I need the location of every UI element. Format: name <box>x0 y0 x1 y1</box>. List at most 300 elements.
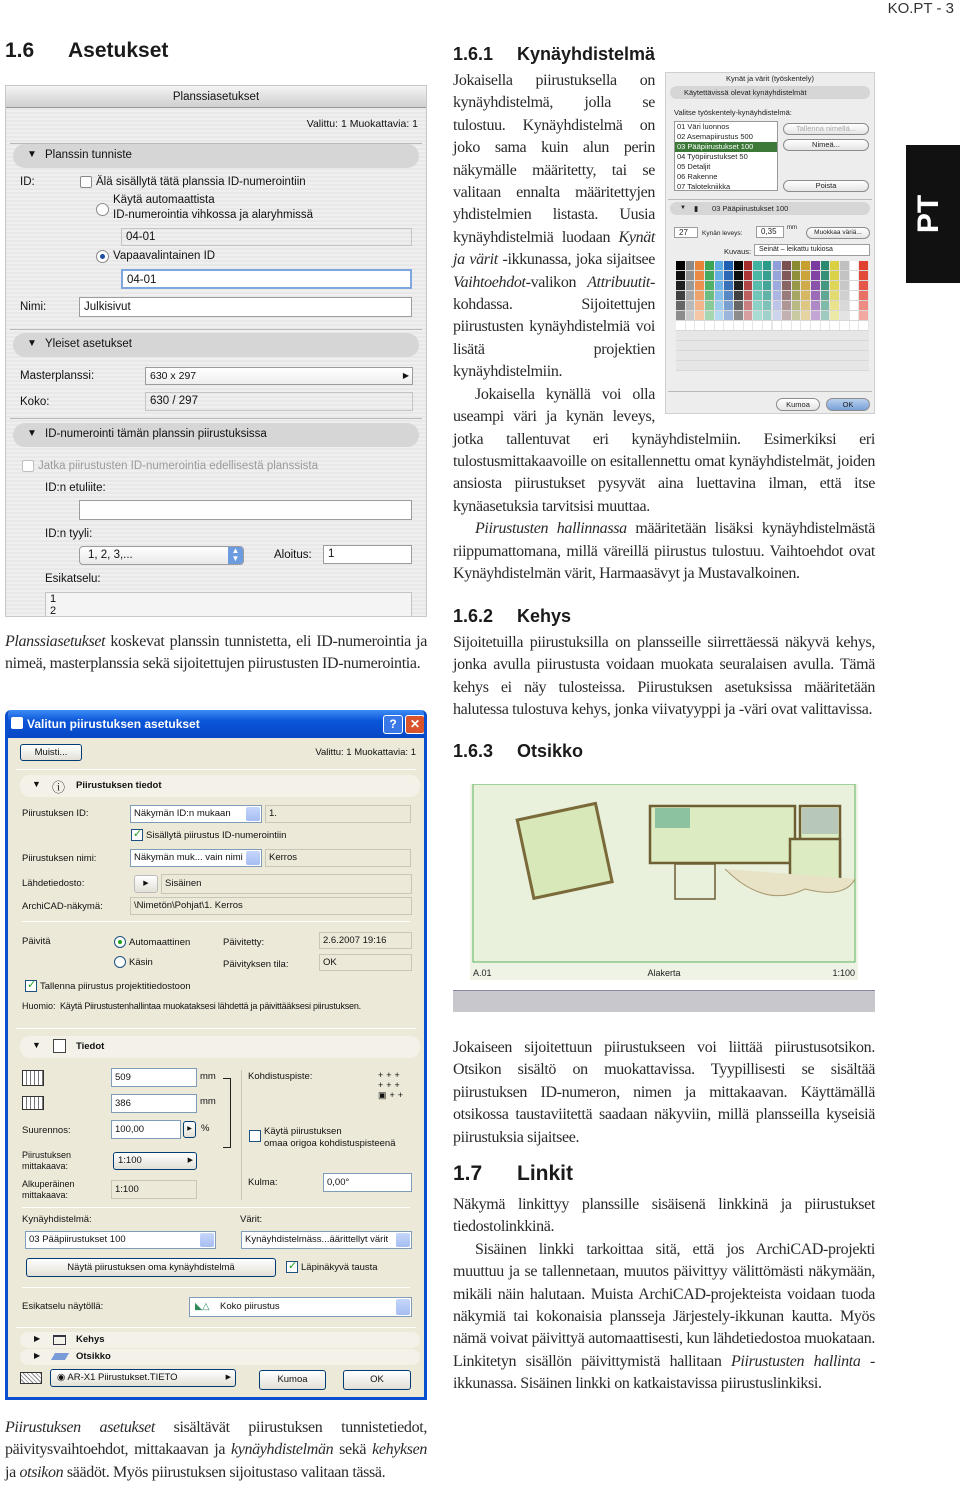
section-label: Tiedot <box>76 1041 105 1052</box>
pen-color-cell[interactable] <box>715 301 724 310</box>
updated-field: 2.6.2007 19:16 <box>319 932 412 949</box>
section-frame[interactable] <box>20 1332 420 1348</box>
pen-color-cell[interactable] <box>676 311 685 320</box>
pen-color-cell[interactable] <box>753 311 762 320</box>
text-run: Sisäinen linkki tarkoittaa sitä, että jos ArchiCAD-projekti muuttuu ja se tallennetaan, muutos päivittyy välittömästi näkymään, mikäli näin halutaan. Muista ArchiCAD-projekteista voidaan tuoda näkymiä tai kokonaisia plansseja Järjestely-ikkunan kautta. Myös nämä voivat päivittyä automaattisesti, kun lähdetiedostoa muokataan. Linkitetyn sisällön päivittymistä hallitaan <box>453 1240 875 1370</box>
text-run: Jokaiseen sijoitettuun piirustukseen voi liittää piirustusotsikon. Otsikon sisältö on muokattavissa. Tyypillisesti se sisältää piirustuksen ID-numeron, nimen ja mittakaavan. Käyttämällä otsikossa taustaviitettä saadaan näkyviin, millä plansseilla kyseisiä piirustuksia sijaitsee. <box>453 1039 875 1146</box>
pen-color-cell[interactable] <box>773 271 782 280</box>
pen-color-cell[interactable] <box>734 301 743 310</box>
colors-label: Värit: <box>240 1214 263 1225</box>
store-in-project-checkbox[interactable] <box>25 980 37 992</box>
pen-color-cell[interactable] <box>744 321 753 330</box>
pen-color-cell[interactable] <box>705 291 714 300</box>
pen-color-cell[interactable] <box>724 271 733 280</box>
include-id-label: Sisällytä piirustus ID-numerointiin <box>146 830 287 841</box>
section-selected-penset[interactable] <box>670 202 870 215</box>
auto-update-radio[interactable] <box>114 936 126 948</box>
height-input[interactable]: 386 <box>111 1094 197 1113</box>
page-number: KO.PT - 3 <box>887 0 954 17</box>
pen-color-cell[interactable] <box>840 261 849 270</box>
height-icon <box>22 1096 44 1110</box>
penset-list-item[interactable]: 05 Detaljit <box>677 162 711 171</box>
pen-color-cell[interactable] <box>792 261 801 270</box>
angle-label: Kulma: <box>248 1177 278 1188</box>
subsection-title: Otsikko <box>517 741 584 761</box>
pen-color-cell[interactable] <box>821 311 830 320</box>
pen-color-cell[interactable] <box>821 301 830 310</box>
pen-color-cell[interactable] <box>705 321 714 330</box>
pen-color-cell[interactable] <box>705 271 714 280</box>
pen-color-cell[interactable] <box>811 291 820 300</box>
subsection-number: 1.6.3 <box>453 741 494 761</box>
cancel-button[interactable]: Kumoa <box>259 1370 326 1390</box>
style-label: ID:n tyyli: <box>45 528 93 540</box>
pen-color-cell[interactable] <box>676 321 685 330</box>
pen-color-cell[interactable] <box>715 271 724 280</box>
divider <box>668 199 872 200</box>
pen-color-cell[interactable] <box>859 261 868 270</box>
pen-color-cell[interactable] <box>676 281 685 290</box>
text-run: -kohdassa. Sijoitettujen piirustusten kynäyhdistelmiä voi lisätä projektien kynäyhdistelmiin. <box>453 273 655 381</box>
dialog-title: Valitun piirustuksen asetukset <box>27 717 200 731</box>
pen-width-input[interactable]: 0,35 <box>756 226 784 238</box>
pen-color-cell[interactable] <box>830 311 839 320</box>
text-run: Jokaisella kynällä voi olla useampi väri ja kynän leveys, jotka tallentuvat eri kynäyhdistelmiin. Esimerkiksi eri tulostusmittakaavoille on esitallennettu omat kynäyhdistelmät, joiden ansiosta piirustukset pysyvät aina luettavina ilman, että itse kynäasetuksia tarvitsisi muuttaa. <box>453 385 875 515</box>
rename-button[interactable]: Nimeä... <box>783 139 869 151</box>
pen-color-cell[interactable] <box>821 321 830 330</box>
paragraph <box>5 1417 427 1484</box>
pen-color-cell[interactable] <box>686 321 695 330</box>
pen-color-cell[interactable] <box>850 261 859 270</box>
help-button[interactable]: ? <box>383 715 403 734</box>
pen-color-cell[interactable] <box>811 281 820 290</box>
section-title-block[interactable] <box>20 1349 420 1365</box>
pen-color-cell[interactable] <box>840 271 849 280</box>
manual-update-radio[interactable] <box>114 956 126 968</box>
name-label: Nimi: <box>20 301 47 313</box>
pen-color-cell[interactable] <box>715 261 724 270</box>
preview-label: Esikatselu näytöllä: <box>22 1301 104 1312</box>
penset-label: Kynäyhdistelmä: <box>22 1214 92 1225</box>
scale-label: Piirustuksen <box>22 1150 72 1160</box>
pen-color-cell[interactable] <box>763 281 772 290</box>
pen-color-cell[interactable] <box>792 281 801 290</box>
pen-color-cell[interactable] <box>705 281 714 290</box>
exclude-label: Älä sisällytä tätä planssia ID-numerointiin <box>96 176 306 188</box>
pen-color-cell[interactable] <box>859 271 868 280</box>
italic-term: Attribuutit <box>587 273 651 291</box>
pen-color-cell[interactable] <box>724 261 733 270</box>
pen-color-cell[interactable] <box>782 271 791 280</box>
pen-color-cell[interactable] <box>773 311 782 320</box>
pen-color-cell[interactable] <box>782 301 791 310</box>
memory-button[interactable]: Muisti... <box>20 744 82 761</box>
pen-color-cell[interactable] <box>695 271 704 280</box>
note-text: Käytä Piirustustenhallintaa muokataksesi lähdettä ja päivittääksesi piirustuksen. <box>60 1001 361 1011</box>
style-select[interactable] <box>79 546 244 565</box>
view-label: ArchiCAD-näkymä: <box>22 901 103 912</box>
scale-value: 1:100 <box>118 1155 142 1166</box>
pen-color-cell[interactable] <box>792 301 801 310</box>
pen-color-cell[interactable] <box>734 261 743 270</box>
section-label: Planssin tunniste <box>45 149 132 161</box>
penset-list[interactable] <box>674 121 778 191</box>
pen-color-cell[interactable] <box>811 271 820 280</box>
penset-list-item[interactable]: 04 Työpiirustukset 50 <box>677 152 748 161</box>
save-as-button[interactable]: Tallenna nimellä... <box>783 123 869 135</box>
pen-color-cell[interactable] <box>850 311 859 320</box>
pen-number-field[interactable]: 27 <box>674 227 698 238</box>
auto-id-label-2: ID-numerointia vihkossa ja alaryhmissä <box>113 209 314 221</box>
divider <box>241 1070 242 1200</box>
pen-color-cell[interactable] <box>821 291 830 300</box>
text-run: sekä <box>333 1441 373 1459</box>
pen-color-cell[interactable] <box>734 281 743 290</box>
layer-select[interactable] <box>50 1369 236 1387</box>
pen-color-cell[interactable] <box>840 301 849 310</box>
pen-color-cell[interactable] <box>724 301 733 310</box>
divider <box>16 1028 416 1029</box>
subsection-number: 1.6.2 <box>453 606 494 626</box>
layer-icon <box>20 1372 42 1384</box>
pen-color-cell[interactable] <box>695 281 704 290</box>
dialog-title-bar <box>5 710 427 738</box>
pen-color-cell[interactable] <box>763 311 772 320</box>
pen-color-cell[interactable] <box>801 291 810 300</box>
eye-icon: ◉ <box>57 1372 68 1383</box>
pen-color-cell[interactable] <box>734 291 743 300</box>
section-label: Piirustuksen tiedot <box>76 780 162 791</box>
paragraph <box>453 518 875 585</box>
pen-color-cell[interactable] <box>773 261 782 270</box>
selection-status: Valittu: 1 Muokattavia: 1 <box>315 747 416 758</box>
own-origin-checkbox[interactable] <box>249 1130 261 1142</box>
continue-checkbox[interactable] <box>22 460 34 472</box>
dialog-title: Planssiasetukset <box>6 86 426 108</box>
update-state-label: Päivityksen tila: <box>223 959 289 970</box>
pen-color-cell[interactable] <box>792 291 801 300</box>
pen-color-cell[interactable] <box>821 261 830 270</box>
pen-color-cell[interactable] <box>763 321 772 330</box>
preview-list <box>45 592 412 617</box>
pen-color-cell[interactable] <box>676 261 685 270</box>
chain-link-icon[interactable] <box>223 1078 231 1148</box>
pen-color-cell[interactable] <box>763 271 772 280</box>
pen-color-cell[interactable] <box>695 291 704 300</box>
continue-label: Jatka piirustusten ID-numerointia edellisestä planssista <box>38 460 318 472</box>
pen-color-cell[interactable] <box>859 291 868 300</box>
show-penset-button[interactable]: Näytä piirustuksen oma kynäyhdistelmä <box>26 1258 276 1277</box>
text-run: sisältävät piirustuksen tunnistetiedot, päivitysvaihtoehdot, mittakaavan ja <box>5 1419 427 1459</box>
pen-color-cell[interactable] <box>753 261 762 270</box>
pen-color-cell[interactable] <box>695 321 704 330</box>
pen-color-cell[interactable] <box>753 281 762 290</box>
text-run: Jokaisella piirustuksella on kynäyhdistelmä, jolla se tulostuu. Kynäyhdistelmä on joko sama kuin alun perin näkymälle määritetty, tai se valitaan ennalta määritettyjen yhdistelmien listasta. Uusia kynäyhdistelmiä luodaan <box>453 72 655 246</box>
section-available-pensets[interactable] <box>670 86 870 99</box>
anchor-label: Kohdistuspiste: <box>248 1071 313 1082</box>
transparent-bg-label: Läpinäkyvä tausta <box>301 1262 378 1273</box>
pen-color-cell[interactable] <box>801 281 810 290</box>
pen-color-cell[interactable] <box>811 311 820 320</box>
penset-list-item[interactable]: 06 Rakenne <box>677 172 718 181</box>
drawing-id-mode-select[interactable]: Näkymän ID:n mukaan <box>130 805 262 823</box>
pen-color-cell[interactable] <box>734 321 743 330</box>
own-origin-label: Käytä piirustuksen <box>264 1126 342 1137</box>
pen-color-cell[interactable] <box>782 281 791 290</box>
angle-input[interactable]: 0,00° <box>323 1173 412 1192</box>
pen-color-cell[interactable] <box>676 291 685 300</box>
italic-term: kehyksen <box>372 1441 427 1459</box>
ok-button[interactable]: OK <box>343 1370 411 1390</box>
colors-select[interactable]: Kynäyhdistelmäss...äärittellyt värit <box>241 1231 412 1249</box>
exclude-checkbox[interactable] <box>80 176 92 188</box>
section-title: Linkit <box>517 1162 573 1185</box>
pen-color-cell[interactable] <box>715 281 724 290</box>
pen-color-cell[interactable] <box>792 321 801 330</box>
pen-color-cell[interactable] <box>792 311 801 320</box>
pen-color-cell[interactable] <box>773 301 782 310</box>
pen-color-cell[interactable] <box>782 291 791 300</box>
pen-color-cell[interactable] <box>695 301 704 310</box>
pen-color-cell[interactable] <box>753 291 762 300</box>
pen-color-cell[interactable] <box>686 301 695 310</box>
custom-id-radio[interactable] <box>96 250 109 263</box>
pen-color-cell[interactable] <box>840 321 849 330</box>
ok-button[interactable]: OK <box>826 398 870 411</box>
pen-color-cell[interactable] <box>821 281 830 290</box>
drawing-name-field: Kerros <box>265 849 411 867</box>
drawing-name-mode-select[interactable]: Näkymän muk... vain nimi <box>130 849 262 867</box>
divider <box>22 921 410 922</box>
pen-color-cell[interactable] <box>850 301 859 310</box>
pen-color-cell[interactable] <box>792 271 801 280</box>
source-menu-button[interactable] <box>134 875 158 893</box>
description-input[interactable]: Seinät – leikattu tukiosa <box>754 244 870 256</box>
section-number: 1.7 <box>453 1162 483 1185</box>
triangle-right-icon: ▶ <box>34 1351 41 1360</box>
pen-color-cell[interactable] <box>850 321 859 330</box>
pen-color-cell[interactable] <box>850 291 859 300</box>
start-label: Aloitus: <box>274 549 312 561</box>
pen-color-cell[interactable] <box>821 271 830 280</box>
italic-term: kynäyhdistelmän <box>231 1441 334 1459</box>
pen-color-cell[interactable] <box>801 261 810 270</box>
pen-color-cell[interactable] <box>830 281 839 290</box>
subsection-title: Kynäyhdistelmä <box>517 44 656 64</box>
pen-color-cell[interactable] <box>753 301 762 310</box>
italic-term: Planssiasetukset <box>5 633 106 650</box>
pen-color-cell[interactable] <box>715 311 724 320</box>
scale-label-2: mittakaava: <box>22 1161 69 1171</box>
plan-name: Alakerta <box>647 968 681 978</box>
plan-garage <box>517 803 612 898</box>
floor-plan-drawing <box>470 784 858 980</box>
section-data[interactable] <box>20 1036 420 1058</box>
penset-list-item[interactable]: 02 Asemapiirustus 500 <box>677 132 753 141</box>
transparent-bg-checkbox[interactable] <box>286 1261 298 1273</box>
pen-color-cell[interactable] <box>801 311 810 320</box>
pen-color-cell[interactable] <box>830 321 839 330</box>
size-field: 630 / 297 <box>145 392 413 411</box>
pen-color-cell[interactable] <box>724 291 733 300</box>
pen-color-cell[interactable] <box>859 311 868 320</box>
pen-color-cell[interactable] <box>686 261 695 270</box>
pen-icon: ▮ <box>694 204 699 213</box>
description-label: Kuvaus: <box>724 247 752 256</box>
pen-color-cell[interactable] <box>734 271 743 280</box>
window-bottom-bar <box>453 990 875 1012</box>
pen-color-cell[interactable] <box>715 291 724 300</box>
custom-id-label: Vapaavalintainen ID <box>113 250 216 262</box>
pen-color-cell[interactable] <box>830 261 839 270</box>
pen-color-cell[interactable] <box>773 321 782 330</box>
pen-color-cell[interactable] <box>840 311 849 320</box>
divider <box>10 418 422 419</box>
pen-color-cell[interactable] <box>801 271 810 280</box>
pen-color-cell[interactable] <box>705 301 714 310</box>
section-id-numbering[interactable] <box>13 423 419 447</box>
pen-color-cell[interactable] <box>840 281 849 290</box>
app-icon <box>11 717 23 729</box>
pen-color-cell[interactable] <box>801 301 810 310</box>
section-drawing-info[interactable] <box>20 775 420 797</box>
pen-color-cell[interactable] <box>840 291 849 300</box>
pen-color-cell[interactable] <box>753 321 762 330</box>
cancel-button[interactable]: Kumoa <box>776 398 820 411</box>
pen-color-cell[interactable] <box>686 281 695 290</box>
anchor-point-grid[interactable]: +++ +++ ▣++ <box>378 1070 407 1100</box>
plan-id: A.01 <box>473 968 492 978</box>
edit-color-button[interactable]: Muokkaa väriä... <box>806 227 870 239</box>
preview-value: Koko piirustus <box>220 1301 280 1312</box>
pen-color-cell[interactable] <box>811 261 820 270</box>
pen-color-cell[interactable] <box>859 281 868 290</box>
language-tab <box>906 145 960 283</box>
italic-term: otsikon <box>19 1463 64 1481</box>
source-field: Sisäinen <box>161 874 412 894</box>
penset-list-item[interactable]: 01 Väri luonnos <box>677 122 730 131</box>
text-run: ja <box>5 1463 20 1481</box>
zoom-menu-button[interactable]: ▶ <box>183 1121 196 1138</box>
divider <box>16 769 416 770</box>
master-select[interactable] <box>145 367 413 385</box>
name-input[interactable]: Julkisivut <box>79 297 412 317</box>
size-label: Koko: <box>20 396 50 408</box>
section-general[interactable] <box>13 333 419 357</box>
pen-color-cell[interactable] <box>859 321 868 330</box>
pen-color-cell[interactable] <box>715 321 724 330</box>
pen-color-cell[interactable] <box>695 311 704 320</box>
pen-color-cell[interactable] <box>773 291 782 300</box>
pen-color-grid[interactable] <box>676 261 869 371</box>
id-label: ID: <box>20 176 35 188</box>
pen-color-cell[interactable] <box>734 311 743 320</box>
section-label: ID-numerointi tämän planssin piirustuksissa <box>45 428 267 440</box>
custom-id-input[interactable]: 04-01 <box>121 269 412 289</box>
pen-color-cell[interactable] <box>773 281 782 290</box>
subsection-number: 1.6.1 <box>453 44 494 64</box>
frame-icon <box>53 1335 66 1345</box>
delete-button[interactable]: Poista <box>783 180 869 192</box>
italic-term: Vaihtoehdot <box>453 273 526 291</box>
divider <box>668 391 872 392</box>
pen-color-cell[interactable] <box>724 311 733 320</box>
close-button[interactable]: ✕ <box>405 715 425 734</box>
width-icon <box>22 1070 44 1086</box>
start-input[interactable]: 1 <box>323 545 412 564</box>
pen-color-cell[interactable] <box>782 261 791 270</box>
pen-color-cell[interactable] <box>705 261 714 270</box>
pen-color-cell[interactable] <box>753 271 762 280</box>
triangle-right-icon: ▶ <box>143 880 149 887</box>
pen-color-cell[interactable] <box>676 271 685 280</box>
pen-color-cell[interactable] <box>744 311 753 320</box>
pen-color-cell[interactable] <box>724 281 733 290</box>
prefix-input[interactable] <box>79 500 412 520</box>
pen-color-cell[interactable] <box>763 301 772 310</box>
title-text <box>453 1037 875 1149</box>
pen-color-cell[interactable] <box>782 321 791 330</box>
triangle-down-icon: ▼ <box>32 779 41 789</box>
pen-color-cell[interactable] <box>859 301 868 310</box>
language-tab-label: PT <box>912 194 946 234</box>
pen-color-cell[interactable] <box>744 291 753 300</box>
pen-color-cell[interactable] <box>811 321 820 330</box>
pen-color-cell[interactable] <box>782 311 791 320</box>
auto-id-field: 04-01 <box>121 228 412 246</box>
pen-color-cell[interactable] <box>705 311 714 320</box>
pen-color-cell[interactable] <box>676 301 685 310</box>
pen-color-cell[interactable] <box>801 321 810 330</box>
auto-id-radio[interactable] <box>96 203 109 216</box>
include-id-checkbox[interactable] <box>131 829 143 841</box>
pen-color-cell[interactable] <box>686 311 695 320</box>
pen-color-cell[interactable] <box>830 271 839 280</box>
pen-color-cell[interactable] <box>811 301 820 310</box>
pen-color-cell[interactable] <box>830 301 839 310</box>
pen-color-cell[interactable] <box>695 261 704 270</box>
width-input[interactable]: 509 <box>111 1068 197 1087</box>
preview-select[interactable] <box>189 1297 412 1317</box>
pen-color-cell[interactable] <box>686 271 695 280</box>
original-scale-label: Alkuperäinen <box>22 1179 75 1189</box>
pen-color-cell[interactable] <box>744 261 753 270</box>
scale-select[interactable] <box>113 1152 197 1170</box>
pen-color-cell[interactable] <box>850 281 859 290</box>
section-sheet-id[interactable] <box>13 144 419 168</box>
paragraph <box>453 632 875 722</box>
penset-list-item[interactable]: 07 Talotekniikka <box>677 182 731 191</box>
height-unit: mm <box>200 1096 216 1107</box>
pen-color-cell[interactable] <box>763 291 772 300</box>
italic-term: Piirustusten hallinta <box>730 1352 861 1370</box>
pen-color-cell[interactable] <box>850 271 859 280</box>
pen-color-cell[interactable] <box>686 291 695 300</box>
penset-select[interactable]: 03 Pääpiirustukset 100 <box>25 1231 216 1249</box>
pen-color-cell[interactable] <box>830 291 839 300</box>
section-label: 03 Pääpiirustukset 100 <box>712 204 789 213</box>
pen-color-cell[interactable] <box>744 301 753 310</box>
pen-color-cell[interactable] <box>724 321 733 330</box>
italic-term: Piirustuksen asetukset <box>5 1419 155 1436</box>
zoom-input[interactable]: 100,00 <box>111 1120 181 1139</box>
penset-list-item[interactable]: 03 Pääpiirustukset 100 <box>675 142 777 152</box>
pen-set-text <box>453 70 875 585</box>
pen-color-cell[interactable] <box>744 271 753 280</box>
pen-color-cell[interactable] <box>763 261 772 270</box>
floor-plan-preview <box>470 784 858 980</box>
pen-color-cell[interactable] <box>744 281 753 290</box>
